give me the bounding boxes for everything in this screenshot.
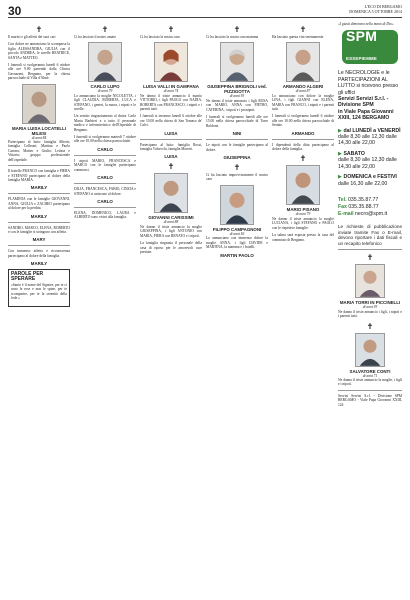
fax-number: 035.35.88.77: [348, 203, 379, 210]
email: [338, 211, 402, 218]
deceased-name: GIUSEPPINA BRIGNOLI ved. PIZZIGOTTA: [207, 84, 267, 95]
portrait-photo: [154, 173, 188, 213]
email-address[interactable]: necro@spm.it: [355, 210, 388, 217]
notice-signature: GIUSEPPINA: [223, 155, 251, 161]
notice-text: Partecipano al lutto: famiglia Alberti; famiglia Colleoni; Martina e Paolo Carrara; Matteo e Giulio; Letizia e Vittorio; gruppo professionale dell'ospedale.: [8, 140, 70, 162]
cross-icon: ✝: [167, 25, 175, 34]
header-info: [349, 4, 402, 14]
notice-text: Lo annunciano con immenso dolore la moglie ANNA, i figli DAVIDE e MARTINA, la mamma e i fratelli.: [206, 236, 268, 250]
notice-text: Le nipoti con le famiglie partecipano al dolore.: [206, 143, 268, 152]
notice-text: Ci ha lasciato la nostra cara: [140, 35, 180, 39]
tel-number[interactable]: 035.35.87.77: [348, 196, 379, 203]
spm-intro: Le NECROLOGIE e le PARTECIPAZIONI AL LUTTO si ricevono presso gli uffici: [338, 70, 399, 96]
obituary-columns: [8, 22, 402, 594]
arrow-icon: ▶: [338, 150, 342, 157]
notice-text: I funerali si svolgeranno lunedì alle ore 15.00 nella chiesa parrocchiale di Torre Boldone.: [206, 115, 268, 128]
column-6: [338, 22, 402, 594]
notice-text: Ci ha lasciato improvvisamente il nostro caro: [206, 173, 268, 182]
notice-text: Un sentito ringraziamento al dottor Carlo Maria Barbieri e a tutto il personale medico e infermieristico dell'Ospedale di Bergamo.: [74, 114, 136, 132]
cross-icon: ✝: [299, 25, 307, 34]
portrait-photo: [286, 42, 320, 82]
notice-text: Lo annunciano con dolore la moglie LINA, i figli GIANNI con ELENA, MARIA con FRANCO, i nipoti e i parenti tutti.: [272, 93, 334, 112]
spm-info: [338, 70, 402, 121]
deceased-name: SALVATORE CONTI: [349, 368, 391, 374]
notice-signature: MARY: [32, 237, 46, 243]
notice-text: I funerali si svolgeranno lunedì 6 ottobre alle ore 9.00 partendo dalla Clinica Gavazzeni, Bergamo, per la chiesa parrocchiale di Villa d'Almè.: [8, 63, 70, 81]
notice-signature: NINI: [232, 131, 242, 137]
schedule-saturday: [338, 151, 402, 170]
notice-text: I funerali si svolgeranno lunedì 6 ottobre alle ore 10.00 nella chiesa parrocchiale di Seriate.: [272, 114, 334, 128]
office-hours: [338, 128, 402, 187]
divider: [8, 193, 70, 194]
deceased-name: LUISA VALLI IN GAMPANA: [143, 84, 199, 90]
schedule-days: dal LUNEDÌ a VENERDÌ: [343, 127, 401, 134]
arrow-icon: ▶: [338, 127, 342, 134]
portrait-photo: [220, 42, 254, 82]
box-title: PAROLE PER SPERARE: [11, 271, 44, 282]
notice-text: Con immenso affetto e riconoscenza partecipano al dolore della famiglia.: [8, 249, 70, 258]
notice-text: Ne danno il triste annuncio i figli ROSA con MARIO, ANNA con PIETRO, CATERINA, i nipoti e i pronipoti.: [206, 98, 268, 112]
deceased-age: di anni 74: [163, 89, 179, 94]
notice-text: I funerali si svolgeranno martedì 7 ottobre alle ore 10.00 nella chiesa parrocchiale.: [74, 135, 136, 144]
schedule-sunday: [338, 174, 402, 187]
spm-note: Le richieste di pubblicazione inviate tramite Fax o E-mail, devono riportare i dati fiscali e un recapito telefonico: [338, 223, 402, 246]
column-5: [272, 22, 334, 594]
deceased-name: MARIO PISANO: [286, 207, 320, 213]
notice-signature: LUISA: [164, 154, 178, 160]
schedule-hours: dalle 8,30 alle 12,30 dalle 14,30 alle 22,00: [338, 157, 397, 170]
deceased-name: GIOVANNI CARISSIMI: [148, 215, 194, 221]
spm-footer: Servizi Servizi S.r.l. - Divisione SPM BERGAMO - Viale Papa Giovanni XXIII, 124: [338, 393, 402, 407]
schedule-hours: dalle 8,30 alle 12,30 dalle 14,30 alle 22,00: [338, 134, 397, 147]
deceased-name: ARMANDO ALGERI: [282, 84, 324, 90]
notice-text: Con dolore ne annunciano la scomparsa la figlia ALESSANDRA, GIULIA con il piccolo ANDREA, le sorelle BEATRICE, SANTA e MATTEO.: [8, 42, 70, 60]
notice-signature: MARILY: [30, 261, 48, 267]
page-header: [8, 4, 402, 18]
notice-text: SANDRO, MARCO, ELENA, ROBERTO e con le famiglie si stringono con affetto.: [8, 225, 70, 234]
notice-text: La salma sarà esposta presso la casa del commiato di Bergamo.: [272, 233, 334, 242]
cross-icon: ✝: [35, 25, 43, 34]
schedule-weekdays: [338, 128, 402, 147]
deceased-age: di anni 79: [97, 89, 113, 94]
telephone: [338, 197, 402, 204]
spm-logo-subtext: ESSEPIEMME: [346, 56, 378, 61]
deceased-name: CARLO LUPO: [90, 84, 120, 90]
deceased-age: di anni 93: [229, 94, 245, 99]
notice-text: I funerali si terranno lunedì 6 ottobre alle ore 10.00 nella chiesa di San Tomaso de' Calvi.: [140, 114, 202, 128]
cross-icon: ✝: [167, 162, 175, 172]
deceased-age: di anni 71: [362, 373, 378, 378]
notice-signature: MARILY: [30, 185, 48, 191]
notice-signature: CARLO: [97, 175, 113, 181]
cross-icon: ✝: [233, 163, 241, 173]
column-4: [206, 22, 268, 594]
notice-text: Ha lasciato questa vita serenamente: [272, 35, 324, 39]
deceased-name: MARIA LUISA LOCATELLI MILESI: [12, 125, 66, 136]
deceased-name: FILIPPO CAMPAGNONI: [212, 226, 262, 232]
notice-signature: MARTIN PAOLO: [220, 252, 254, 258]
portrait-photo: [355, 333, 385, 367]
divider: [206, 139, 268, 140]
notice-text: I dipendenti della ditta partecipano al dolore della famiglia.: [272, 142, 334, 152]
divider: [74, 207, 136, 208]
portrait-photo: [220, 185, 254, 225]
schedule-days: SABATO: [343, 150, 365, 157]
contacts: [338, 197, 402, 218]
deceased-age: di anni 88: [163, 220, 179, 225]
notice-text: Ne danno il triste annuncio la moglie GIUSEPPINA, i figli ANTONIO con MARIA, PIERA con RENATO e i nipoti.: [140, 224, 202, 238]
tel-label: Tel.: [338, 196, 347, 203]
schedule-hours: dalle 16,30 alle 22,00: [338, 180, 388, 187]
cross-icon: ✝: [299, 154, 307, 164]
notice-text: Lo annunciano la moglie NICOLETTA, i figli CLAUDIA, ROBERTA, LUCA e STEFANO, i generi, la nuora, i nipoti e le sorelle.: [74, 93, 136, 112]
portrait-photo: [286, 165, 320, 205]
arrow-icon: ▶: [338, 174, 342, 181]
divider: [140, 139, 202, 140]
notice-text: I nipoti MARIO, FRANCESCA e MARCO con le famiglie partecipano commossi.: [74, 158, 136, 172]
notice-signature: MARILY: [30, 213, 48, 219]
portrait-photo: [355, 264, 385, 298]
deceased-age: di anni 56: [229, 231, 245, 236]
fax-label: Fax: [338, 203, 347, 210]
notice-signature: CARLO: [97, 198, 113, 204]
deceased-age: di anni 84: [31, 135, 47, 140]
cross-icon: ✝: [366, 321, 374, 331]
portrait-photo: [154, 42, 188, 82]
box-text: «Santo è il nome del Signore, per te ci sono le rose e non le spine, per te scomparire, per te la serenità della fede.»: [11, 282, 67, 301]
divider: [8, 222, 70, 223]
divider: [338, 249, 402, 250]
notice-text: «I giusti dimorano nella mano di Dio»: [338, 22, 394, 26]
divider: [8, 165, 70, 166]
portrait-photo: [88, 42, 122, 82]
divider: [272, 139, 334, 140]
deceased-age: di anni 87: [295, 89, 311, 94]
notice-text: DILIA, FRANCESCA, FABIO, CINZIA e STEFANO si uniscono al dolore.: [74, 187, 136, 196]
notice-signature: CARLO: [97, 146, 113, 152]
divider: [74, 183, 136, 184]
spm-company: Servizi Servizi S.r.l. - Divisione SPM: [338, 96, 389, 109]
cross-icon: ✝: [366, 253, 374, 263]
notice-text: Ne danno il triste annuncio la moglie, i figli e i nipoti.: [338, 377, 402, 387]
email-label: E-mail: [338, 210, 354, 217]
spm-address: in Viale Papa Giovanni XXIII, 124 BERGAMO: [338, 108, 394, 122]
notice-text: Partecipano al lutto: famiglia Rossi, famiglia Valsecchi, famiglia Moretti.: [140, 142, 202, 152]
notice-text: FLAMINIA con le famiglie GIOVANNI, ANNA, GIULIA e ZACHEO partecipano al dolore per la perdita.: [8, 197, 70, 211]
notice-text: Ci ha lasciato la nostra cara mamma: [206, 35, 259, 39]
notice-text: Ne danno il triste annuncio il marito VITTORIO, i figli PAOLO con NADIA, ROBERTA con FRANCESCO, i nipoti e i parenti tutti.: [140, 93, 202, 112]
cross-icon: ✝: [233, 25, 241, 34]
column-3: [140, 22, 202, 594]
notice-text: Il fratello FRANCO con famiglia e PIERA e STEFANO partecipano al dolore della famiglia MARIA.: [8, 169, 70, 182]
notice-text: Ci ha lasciato il nostro amato: [74, 35, 117, 39]
publication-name: L'ECO DI BERGAMO: [364, 4, 402, 9]
notice-signature: LUISA: [164, 130, 178, 136]
page-number: 30: [8, 4, 22, 18]
column-2: [74, 22, 136, 594]
deceased-age: di anni 79: [295, 212, 311, 217]
portrait-photo: [22, 84, 56, 124]
notice-text: ELENA, DOMENICO, LAURA e ALBERTO sono vicini alla famiglia.: [74, 210, 136, 220]
cross-icon: ✝: [101, 25, 109, 34]
notice-text: Ne danno il triste annuncio i figli, i nipoti e i parenti tutti.: [338, 309, 402, 319]
notice-text: Ne danno il triste annuncio la moglie LUCIANA, i figli STEFANO e PAOLO con le rispettive famiglie.: [272, 216, 334, 230]
notice-text: Il marito e gli affetti dei suoi cari: [8, 35, 56, 39]
column-1: [8, 22, 70, 594]
spm-logo: [342, 30, 398, 64]
notice-text: La famiglia ringrazia il personale della casa di riposo per le amorevoli cure prestate.: [140, 241, 202, 254]
spm-logo-text: SPM: [346, 30, 378, 45]
divider: [74, 155, 136, 156]
fax: [338, 204, 402, 211]
schedule-days: DOMENICA e FESTIVI: [343, 174, 397, 181]
divider: [338, 390, 402, 391]
parole-per-sperare-box: [8, 269, 70, 306]
divider: [8, 245, 70, 246]
deceased-age: di anni 93: [362, 305, 378, 310]
deceased-name: MARIA TORRI IN PICCINELLI: [339, 300, 401, 306]
publication-date: DOMENICA 5 OTTOBRE 2014: [349, 9, 402, 14]
notice-signature: ARMANDO: [291, 130, 315, 136]
